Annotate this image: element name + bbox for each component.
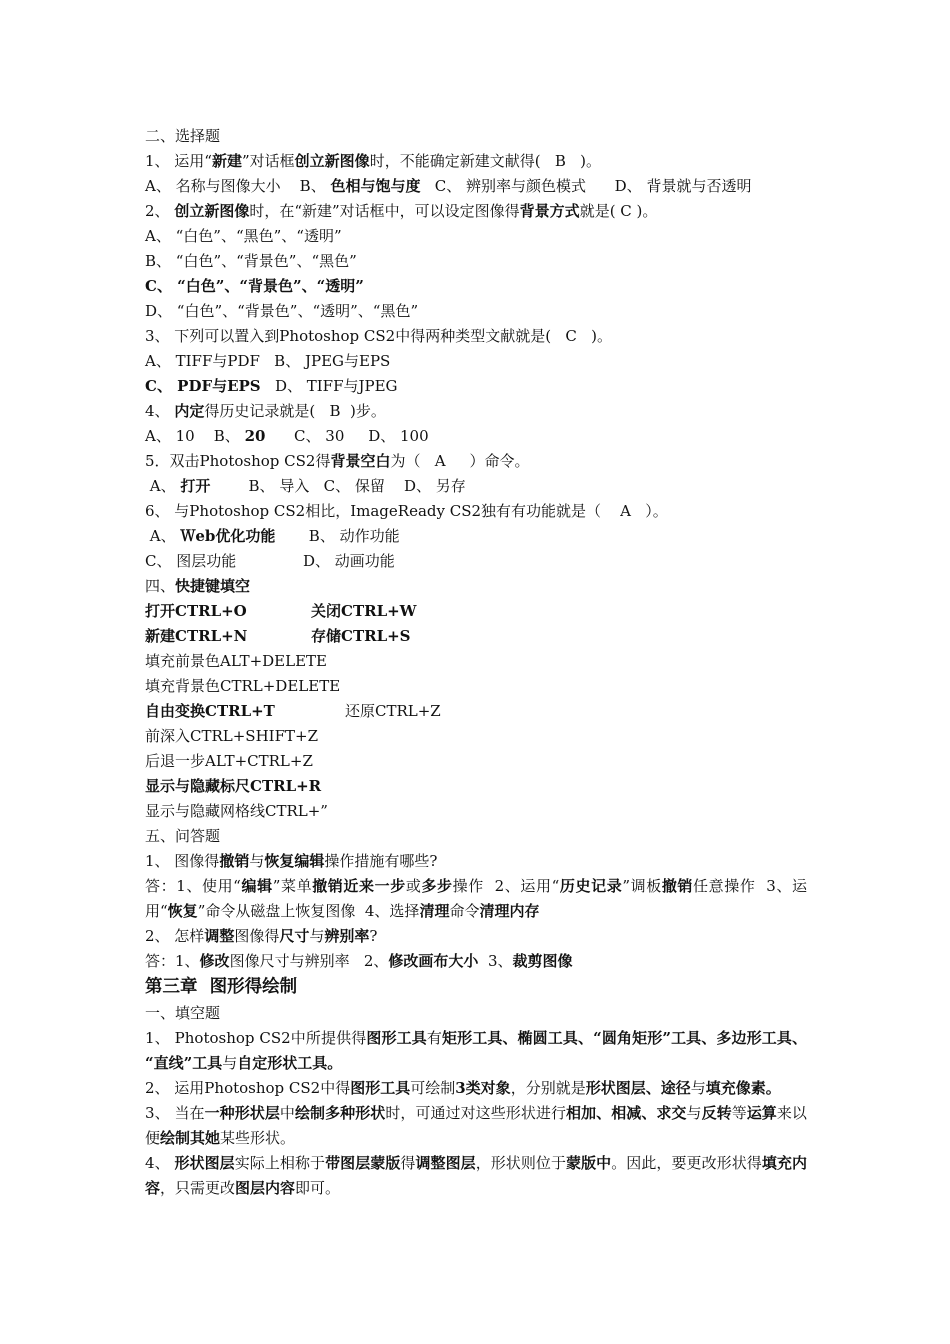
qa-question-1: 1、 图像得撤销与恢复编辑操作措施有哪些? — [145, 852, 438, 870]
question-5-options: A、 打开 B、 导入 C、 保留 D、 另存 — [145, 477, 466, 495]
shortcut-fill-foreground: 填充前景色ALT+DELETE — [145, 652, 327, 670]
qa-answer-1: 答：1、使用“编辑”菜单撤销近来一步或多步操作 2、运用“历史记录”调板撤销任意操作 3、运用“恢复”命令从磁盘上恢复图像 4、选择清理命令清理内存 — [145, 877, 807, 920]
chapter-3-title: 第三章 图形得绘制 — [145, 977, 298, 997]
shortcut-rulers: 显示与隐藏标尺CTRL+R — [145, 777, 322, 795]
question-2: 2、 创立新图像时，在“新建”对话框中，可以设定图像得背景方式就是( C )。 — [145, 202, 658, 220]
section-choice-heading: 二、选择题 — [145, 127, 221, 145]
question-6-options-ab: A、 Ｗeb优化功能 B、 动作功能 — [145, 527, 400, 545]
question-4-options: A、 10 B、 20 C、 30 D、 100 — [145, 427, 429, 445]
qa-answer-2: 答：1、修改图像尺寸与辨别率 2、修改画布大小 3、裁剪图像 — [145, 952, 573, 970]
shortcut-row-open-close: 打开CTRL+O 关闭CTRL+W — [145, 602, 417, 620]
question-4: 4、 内定得历史记录就是( B )步。 — [145, 402, 386, 420]
section-qa-heading: 五、问答题 — [145, 827, 221, 845]
shortcut-fill-background: 填充背景色CTRL+DELETE — [145, 677, 341, 695]
question-1-options: A、 名称与图像大小 B、 色相与饱与度 C、 辨别率与颜色模式 D、 背景就与否透明 — [145, 177, 752, 195]
question-6-options-cd: C、 图层功能 D、 动画功能 — [145, 552, 395, 570]
question-3-options-ab: A、 TIFF与PDF B、 JPEG与EPS — [145, 352, 391, 370]
qa-question-2: 2、 怎样调整图像得尺寸与辨别率? — [145, 927, 378, 945]
question-3-options-cd: C、 PDF与EPS D、 TIFF与JPEG — [145, 377, 398, 395]
section-shortcut-heading: 四、快捷键填空 — [145, 577, 251, 595]
question-2-option-a: A、 “白色”、“黑色”、“透明” — [145, 227, 342, 245]
question-2-option-c: C、 “白色”、“背景色”、“透明” — [145, 277, 364, 295]
shortcut-row-new-save: 新建CTRL+N 存储CTRL+S — [145, 627, 411, 645]
fill-item-4: 4、 形状图层实际上相称于带图层蒙版得调整图层，形状则位于蒙版中。因此，要更改形状得填充内容，只需更改图层内容即可。 — [145, 1154, 807, 1197]
question-1: 1、 运用“新建”对话框创立新图像时，不能确定新建文献得( B )。 — [145, 152, 602, 170]
question-3: 3、 下列可以置入到Photoshop CS2中得两种类型文献就是( C )。 — [145, 327, 613, 345]
document-page — [145, 124, 813, 1201]
fill-item-3: 3、 当在一种形状层中绘制多种形状时，可通过对这些形状进行相加、相减、求交与反转等运算来以便绘制其她某些形状。 — [145, 1104, 807, 1147]
question-6: 6、 与Photoshop CS2相比，ImageReady CS2独有有功能就是（ A ）。 — [145, 502, 668, 520]
shortcut-step-forward: 前深入CTRL+SHIFT+Z — [145, 727, 318, 745]
shortcut-step-back: 后退一步ALT+CTRL+Z — [145, 752, 313, 770]
section-fill-heading: 一、填空题 — [145, 1004, 221, 1022]
shortcut-grid: 显示与隐藏网格线CTRL+” — [145, 802, 328, 820]
question-5: 5．双击Photoshop CS2得背景空白为（ A ）命令。 — [145, 452, 530, 470]
shortcut-row-transform-undo: 自由变换CTRL+T 还原CTRL+Z — [145, 702, 441, 720]
fill-item-2: 2、 运用Photoshop CS2中得图形工具可绘制3类对象，分别就是形状图层、途径与填充像素。 — [145, 1079, 781, 1097]
question-2-option-d: D、 “白色”、“背景色”、“透明”、“黑色” — [145, 302, 419, 320]
fill-item-1: 1、 Photoshop CS2中所提供得图形工具有矩形工具、椭圆工具、“圆角矩形”工具、多边形工具、 “直线”工具与自定形状工具。 — [145, 1029, 813, 1072]
question-2-option-b: B、 “白色”、“背景色”、“黑色” — [145, 252, 357, 270]
